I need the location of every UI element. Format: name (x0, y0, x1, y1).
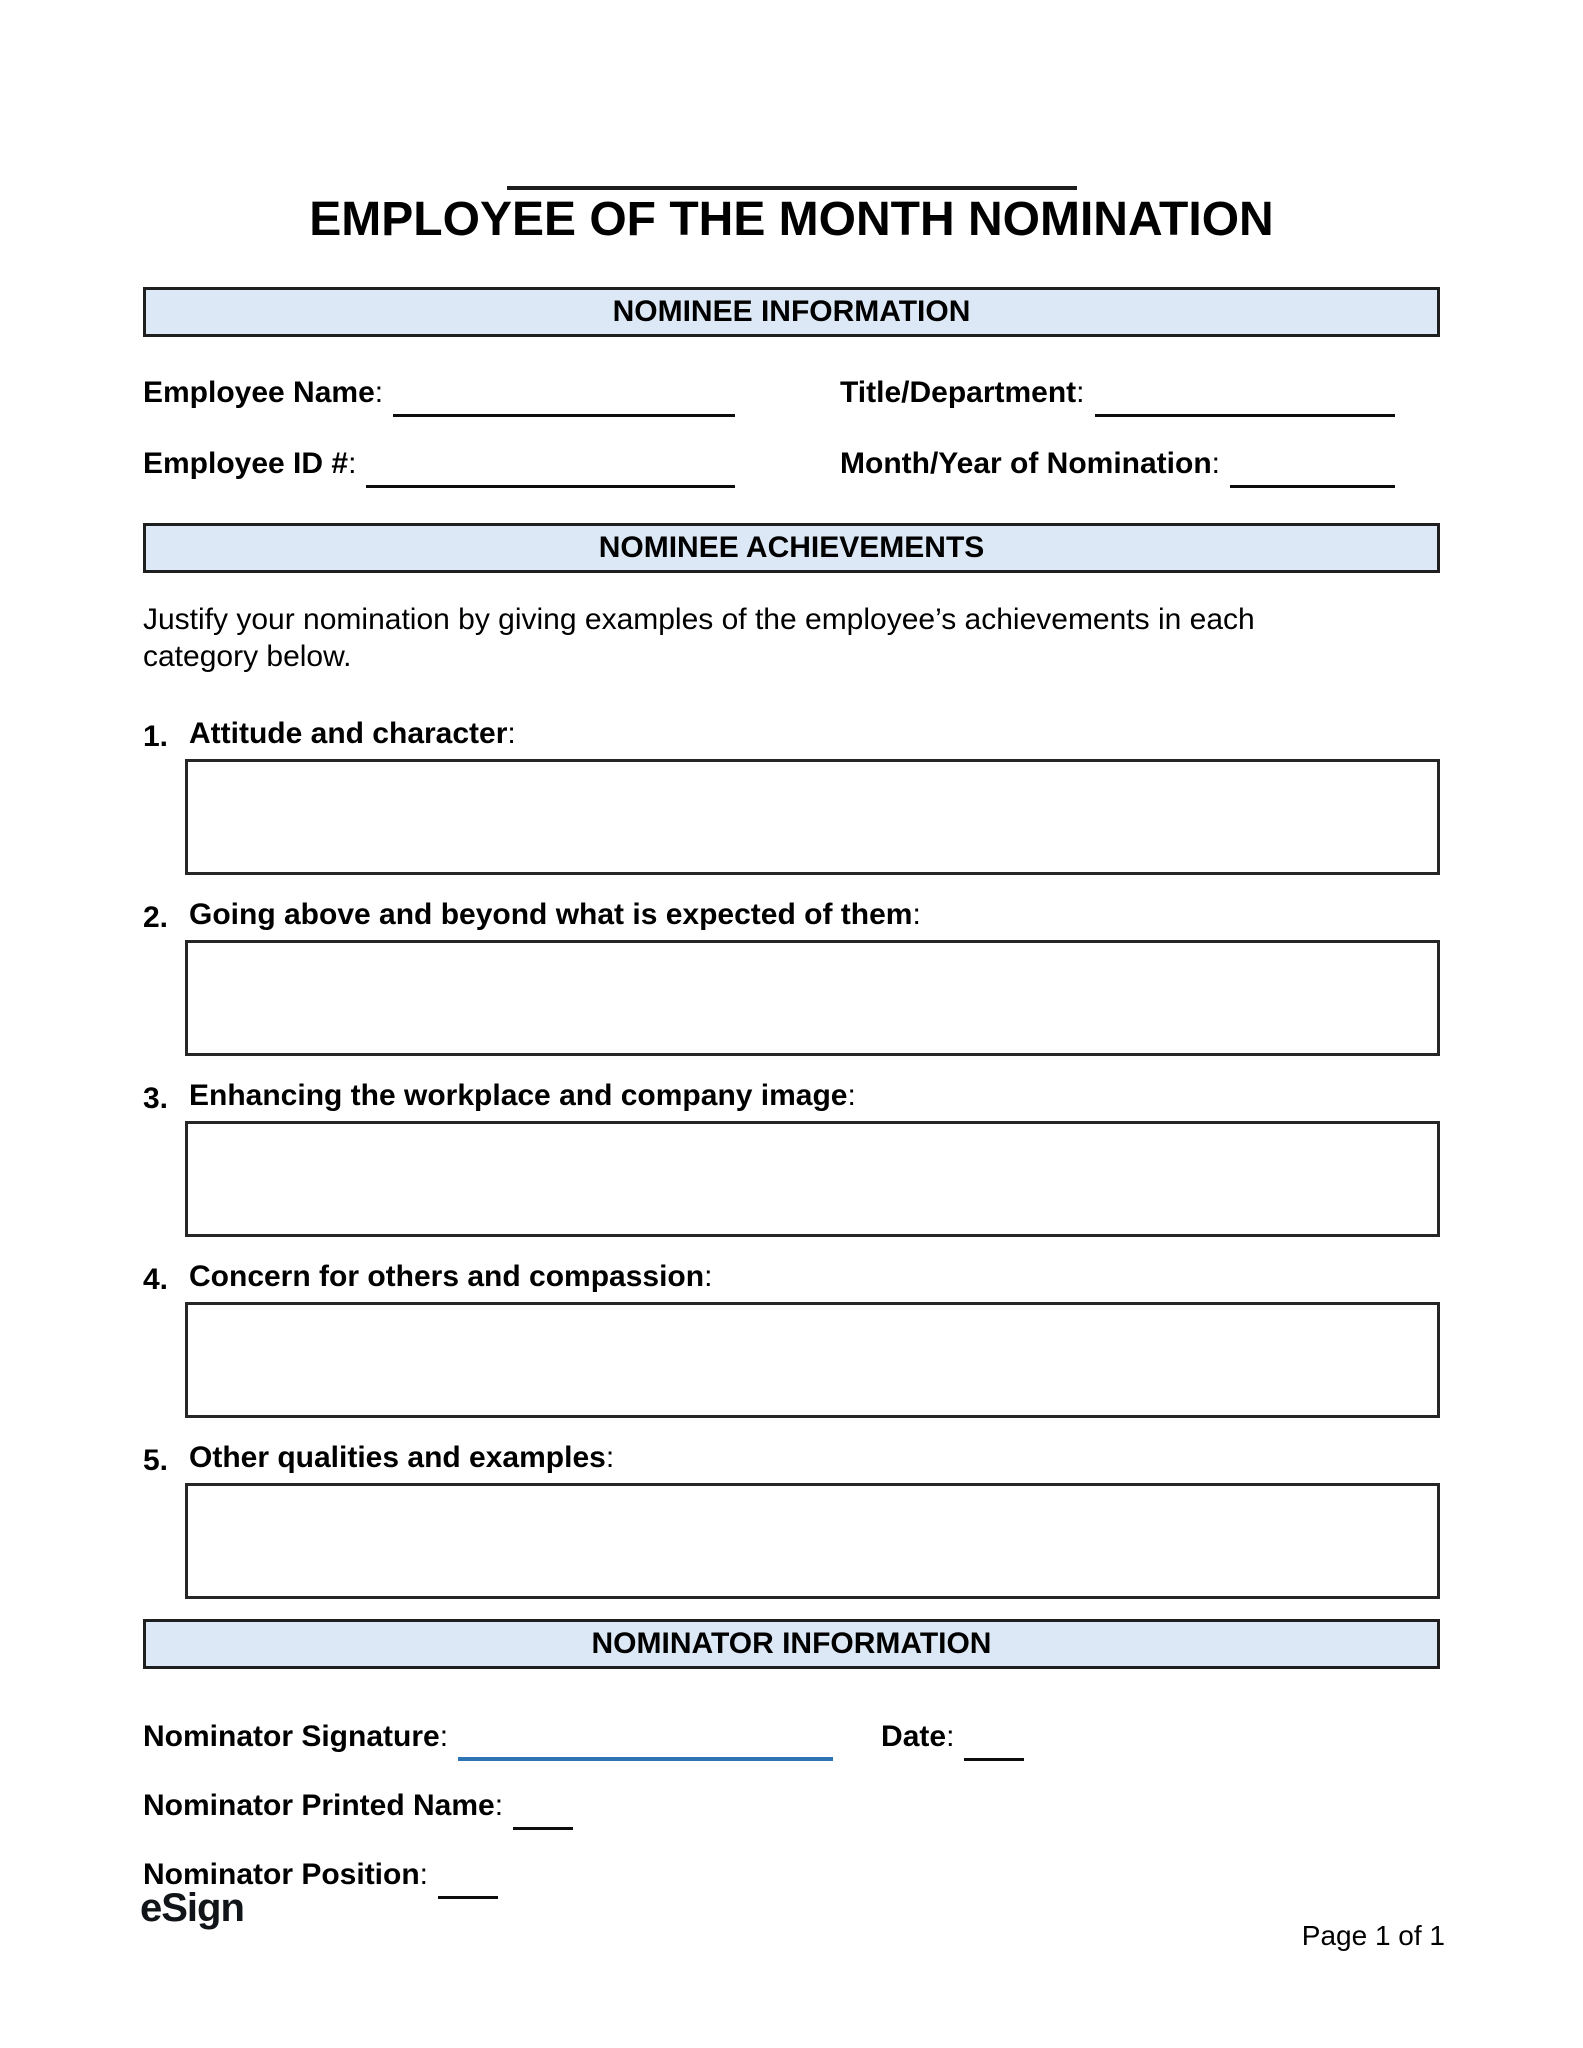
title-block (143, 186, 1440, 247)
section-header-label: NOMINEE INFORMATION (612, 294, 971, 328)
section-header-label: NOMINATOR INFORMATION (591, 1626, 992, 1660)
compassion-textbox[interactable] (185, 1302, 1440, 1418)
item-label: Other qualities and examples (189, 1440, 606, 1474)
achievements-intro (143, 601, 1440, 676)
page-title: EMPLOYEE OF THE MONTH NOMINATION (309, 193, 1274, 246)
item-colon: : (507, 716, 516, 750)
field-colon: : (1211, 446, 1221, 480)
esign-logo: eSign (140, 1886, 244, 1930)
item-label-row (143, 1076, 1440, 1115)
field-label: Nominator Signature (143, 1719, 440, 1753)
item-colon: : (912, 897, 921, 931)
field-label: Nominator Position (143, 1857, 420, 1891)
item-number: 2. (143, 900, 169, 934)
field-month-year (840, 444, 1440, 483)
field-colon: : (374, 375, 384, 409)
field-label: Title/Department (840, 375, 1077, 409)
nominator-signature-input[interactable] (458, 1727, 833, 1761)
field-label: Date (881, 1719, 947, 1753)
field-colon: : (494, 1788, 504, 1822)
item-label-row (143, 895, 1440, 934)
section-header-nominee-information (143, 287, 1440, 337)
field-label: Employee ID # (143, 446, 349, 480)
signature-row (143, 1717, 1440, 1756)
field-colon: : (439, 1719, 449, 1753)
achievement-item-4 (143, 1257, 1440, 1418)
field-label: Month/Year of Nomination (840, 446, 1212, 480)
achievement-item-2 (143, 895, 1440, 1056)
item-colon: : (847, 1078, 856, 1112)
field-colon: : (1076, 375, 1085, 409)
nominator-printed-name-input[interactable] (513, 1796, 573, 1830)
field-title-department (840, 373, 1440, 412)
nominator-position-input[interactable] (438, 1865, 498, 1899)
item-number: 3. (143, 1081, 169, 1115)
item-number: 4. (143, 1262, 169, 1296)
item-label: Concern for others and compassion (189, 1259, 705, 1293)
page-indicator: Page 1 of 1 (1301, 1920, 1445, 1951)
item-label-row (143, 1257, 1440, 1296)
achievement-items (143, 714, 1440, 1599)
field-row (143, 444, 1440, 483)
date-input[interactable] (964, 1727, 1024, 1761)
field-colon: : (946, 1719, 955, 1753)
field-colon: : (348, 446, 357, 480)
field-employee-id (143, 444, 735, 483)
item-colon: : (704, 1259, 713, 1293)
title-department-input[interactable] (1095, 383, 1395, 417)
workplace-image-textbox[interactable] (185, 1121, 1440, 1237)
intro-line: Justify your nomination by giving examples of the employee’s achievements in each (143, 602, 1255, 636)
company-name-line[interactable] (507, 186, 1077, 190)
section-header-nominator-information (143, 1619, 1440, 1669)
attitude-character-textbox[interactable] (185, 759, 1440, 875)
achievement-item-3 (143, 1076, 1440, 1237)
item-number: 5. (143, 1443, 169, 1477)
above-beyond-textbox[interactable] (185, 940, 1440, 1056)
employee-name-input[interactable] (393, 383, 735, 417)
field-label: Employee Name (143, 375, 375, 409)
field-label: Nominator Printed Name (143, 1788, 495, 1822)
item-label: Attitude and character (189, 716, 508, 750)
field-employee-name (143, 373, 735, 412)
other-qualities-textbox[interactable] (185, 1483, 1440, 1599)
item-label-row (143, 1438, 1440, 1477)
field-colon: : (419, 1857, 429, 1891)
item-colon: : (605, 1440, 615, 1474)
achievement-item-1 (143, 714, 1440, 875)
intro-line: category below. (143, 640, 352, 674)
employee-id-input[interactable] (366, 454, 735, 488)
position-row (143, 1855, 1440, 1894)
item-label: Going above and beyond what is expected of them (189, 897, 913, 931)
item-label: Enhancing the workplace and company image (189, 1078, 848, 1112)
item-label-row (143, 714, 1440, 753)
section-header-nominee-achievements (143, 523, 1440, 573)
achievement-item-5 (143, 1438, 1440, 1599)
section-header-label: NOMINEE ACHIEVEMENTS (598, 530, 985, 564)
month-year-input[interactable] (1230, 454, 1395, 488)
item-number: 1. (143, 719, 169, 753)
nominee-fields (143, 373, 1440, 483)
field-row (143, 373, 1440, 412)
printed-name-row (143, 1786, 1440, 1825)
